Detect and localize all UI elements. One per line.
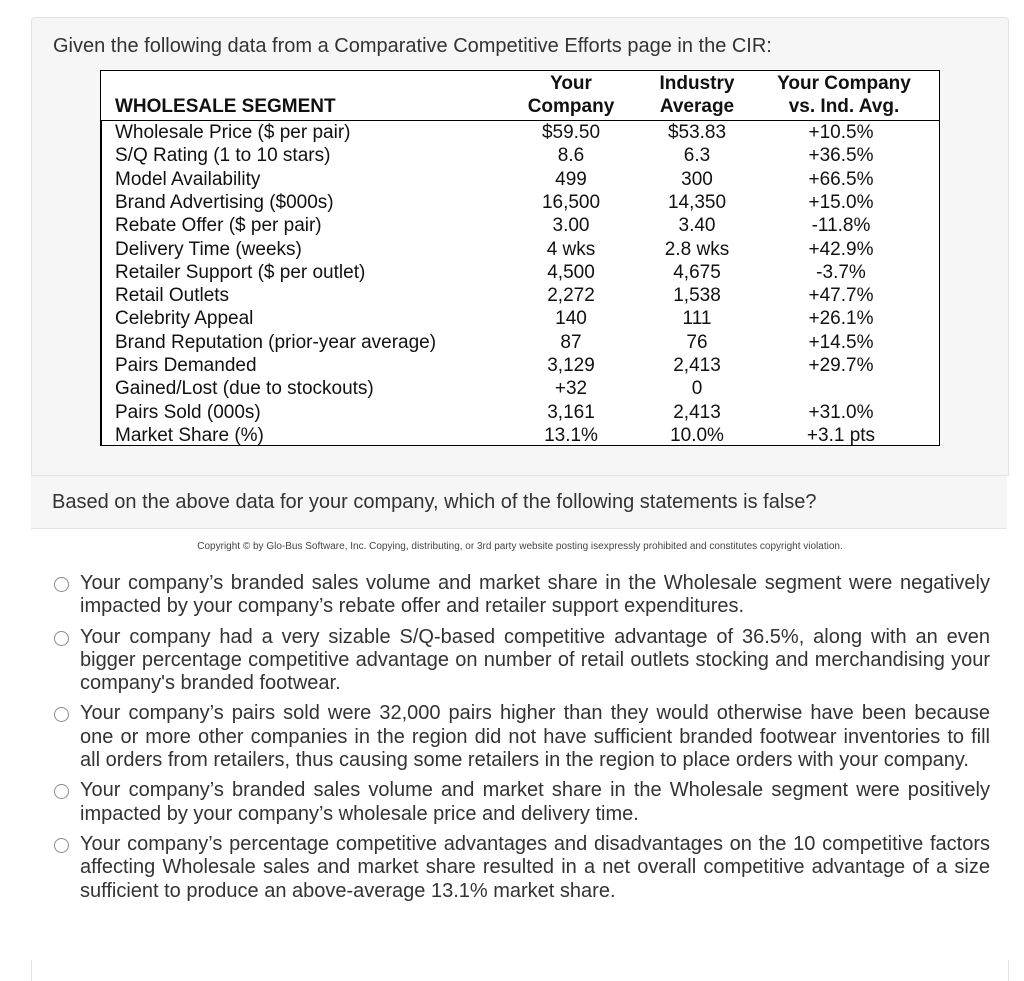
- row-label: Model Availability: [115, 168, 261, 190]
- table-row: [101, 144, 941, 167]
- header-your-company: Your Company: [527, 73, 615, 117]
- industry-average-value: $53.83: [667, 122, 727, 143]
- radio-button[interactable]: [54, 631, 69, 646]
- industry-average-value: 0: [691, 378, 703, 400]
- industry-average-value: 300: [681, 168, 713, 190]
- row-label: Delivery Time (weeks): [115, 238, 302, 260]
- table-row: [101, 238, 941, 261]
- industry-average-value: 1,538: [673, 285, 721, 307]
- industry-average-value: 2.8 wks: [664, 238, 730, 260]
- answer-option[interactable]: [50, 702, 990, 772]
- row-label: S/Q Rating (1 to 10 stars): [115, 145, 331, 167]
- vs-average-value: -11.8%: [811, 215, 871, 237]
- answer-option-text: Your company’s branded sales volume and market share in the Wholesale segment were negatively impacted by your company’s rebate offer and retailer support expenditures.: [80, 572, 990, 618]
- table-row: [101, 401, 941, 424]
- question-prompt: Based on the above data for your company, which of the following statements is false?: [52, 491, 817, 513]
- vs-average-value: +42.9%: [808, 238, 874, 260]
- vs-average-value: +66.5%: [808, 168, 874, 190]
- your-company-value: 3.00: [552, 215, 590, 237]
- table-row: [101, 168, 941, 191]
- industry-average-value: 14,350: [667, 191, 727, 213]
- your-company-value: 3,129: [547, 355, 595, 376]
- table-row: [101, 214, 941, 237]
- table-row: [101, 424, 941, 447]
- table-row: [101, 354, 941, 377]
- industry-average-value: 2,413: [673, 401, 721, 423]
- your-company-value: 8.6: [557, 145, 585, 167]
- table-row: [101, 284, 941, 307]
- vs-average-value: +47.7%: [808, 285, 874, 307]
- vs-average-value: +26.1%: [808, 308, 874, 330]
- industry-average-value: 6.3: [683, 145, 711, 167]
- table-row: [101, 121, 941, 144]
- vs-average-value: +36.5%: [808, 145, 874, 167]
- your-company-value: 16,500: [541, 191, 601, 213]
- row-label: Celebrity Appeal: [115, 308, 254, 330]
- vs-average-value: -3.7%: [816, 261, 866, 283]
- table-row: [101, 377, 941, 400]
- answer-option[interactable]: [50, 833, 990, 903]
- table-row: [101, 331, 941, 354]
- industry-average-value: 10.0%: [670, 424, 724, 446]
- your-company-value: 13.1%: [544, 424, 598, 446]
- answer-options: [50, 572, 990, 910]
- row-label: Retailer Support ($ per outlet): [115, 261, 366, 283]
- vs-average-value: +3.1 pts: [806, 424, 876, 446]
- row-label: Market Share (%): [115, 424, 264, 446]
- radio-button[interactable]: [54, 838, 69, 853]
- answer-option-text: Your company’s pairs sold were 32,000 pairs higher than they would otherwise have been because one or more other companies in the region did not have sufficient branded footwear inventories to fill all orders from retailers, thus causing some retailers in the region to place orders with your company.: [80, 702, 990, 772]
- your-company-value: 499: [555, 168, 587, 190]
- industry-average-value: 2,413: [673, 355, 721, 376]
- row-label: Pairs Sold (000s): [115, 401, 261, 423]
- row-label: Gained/Lost (due to stockouts): [115, 378, 374, 400]
- table-row: [101, 191, 941, 214]
- answer-option-text: Your company’s percentage competitive advantages and disadvantages on the 10 competitive factors affecting Wholesale sales and market share resulted in a net overall competitive advantage of a size sufficient to produce an above-average 13.1% market share.: [80, 832, 990, 902]
- table-row: [101, 261, 941, 284]
- vs-average-value: +10.5%: [808, 122, 874, 143]
- your-company-value: 3,161: [547, 401, 595, 423]
- your-company-value: $59.50: [541, 122, 601, 143]
- table-row: [101, 307, 941, 330]
- industry-average-value: 3.40: [678, 215, 716, 237]
- vs-average-value: +31.0%: [808, 401, 874, 423]
- radio-button[interactable]: [54, 784, 69, 799]
- radio-button[interactable]: [54, 577, 69, 592]
- industry-average-value: 4,675: [673, 261, 721, 283]
- your-company-value: 140: [555, 308, 587, 330]
- answer-option-text: Your company’s branded sales volume and market share in the Wholesale segment were positively impacted by your company’s wholesale price and delivery time.: [80, 779, 990, 825]
- row-label: Wholesale Price ($ per pair): [115, 122, 351, 143]
- prompt-panel: [31, 475, 1007, 529]
- your-company-value: 2,272: [547, 285, 595, 307]
- answer-option[interactable]: [50, 779, 990, 826]
- row-label: Rebate Offer ($ per pair): [115, 215, 322, 237]
- your-company-value: 87: [560, 331, 582, 353]
- copyright-notice: Copyright © by Glo-Bus Software, Inc. Copying, distributing, or 3rd party website posting isexpressly prohibited and constitutes copyright violation.: [197, 541, 843, 552]
- industry-average-value: 111: [682, 308, 712, 330]
- header-industry-average: Industry Average: [659, 73, 735, 117]
- question-panel: [31, 17, 1009, 476]
- competitive-efforts-table: [100, 70, 940, 446]
- question-intro: Given the following data from a Comparative Competitive Efforts page in the CIR:: [53, 35, 772, 57]
- header-vs-industry-average: Your Company vs. Ind. Avg.: [777, 73, 911, 117]
- your-company-value: 4 wks: [546, 238, 596, 260]
- vs-average-value: +14.5%: [808, 331, 874, 353]
- row-label: Pairs Demanded: [115, 355, 257, 376]
- radio-button[interactable]: [54, 707, 69, 722]
- answer-option-text: Your company had a very sizable S/Q-based competitive advantage of 36.5%, along with an even bigger percentage competitive advantage on number of retail outlets stocking and merchandising your company's branded footwear.: [80, 625, 990, 695]
- industry-average-value: 76: [686, 331, 708, 353]
- segment-label: WHOLESALE SEGMENT: [115, 96, 336, 117]
- answer-option[interactable]: [50, 572, 990, 619]
- answer-option[interactable]: [50, 626, 990, 696]
- row-label: Retail Outlets: [115, 285, 230, 307]
- your-company-value: 4,500: [547, 261, 595, 283]
- your-company-value: +32: [554, 378, 588, 400]
- panel-frame: [31, 960, 1009, 981]
- vs-average-value: +29.7%: [808, 355, 874, 376]
- row-label: Brand Reputation (prior-year average): [115, 331, 437, 353]
- vs-average-value: +15.0%: [808, 191, 874, 213]
- row-label: Brand Advertising ($000s): [115, 191, 334, 213]
